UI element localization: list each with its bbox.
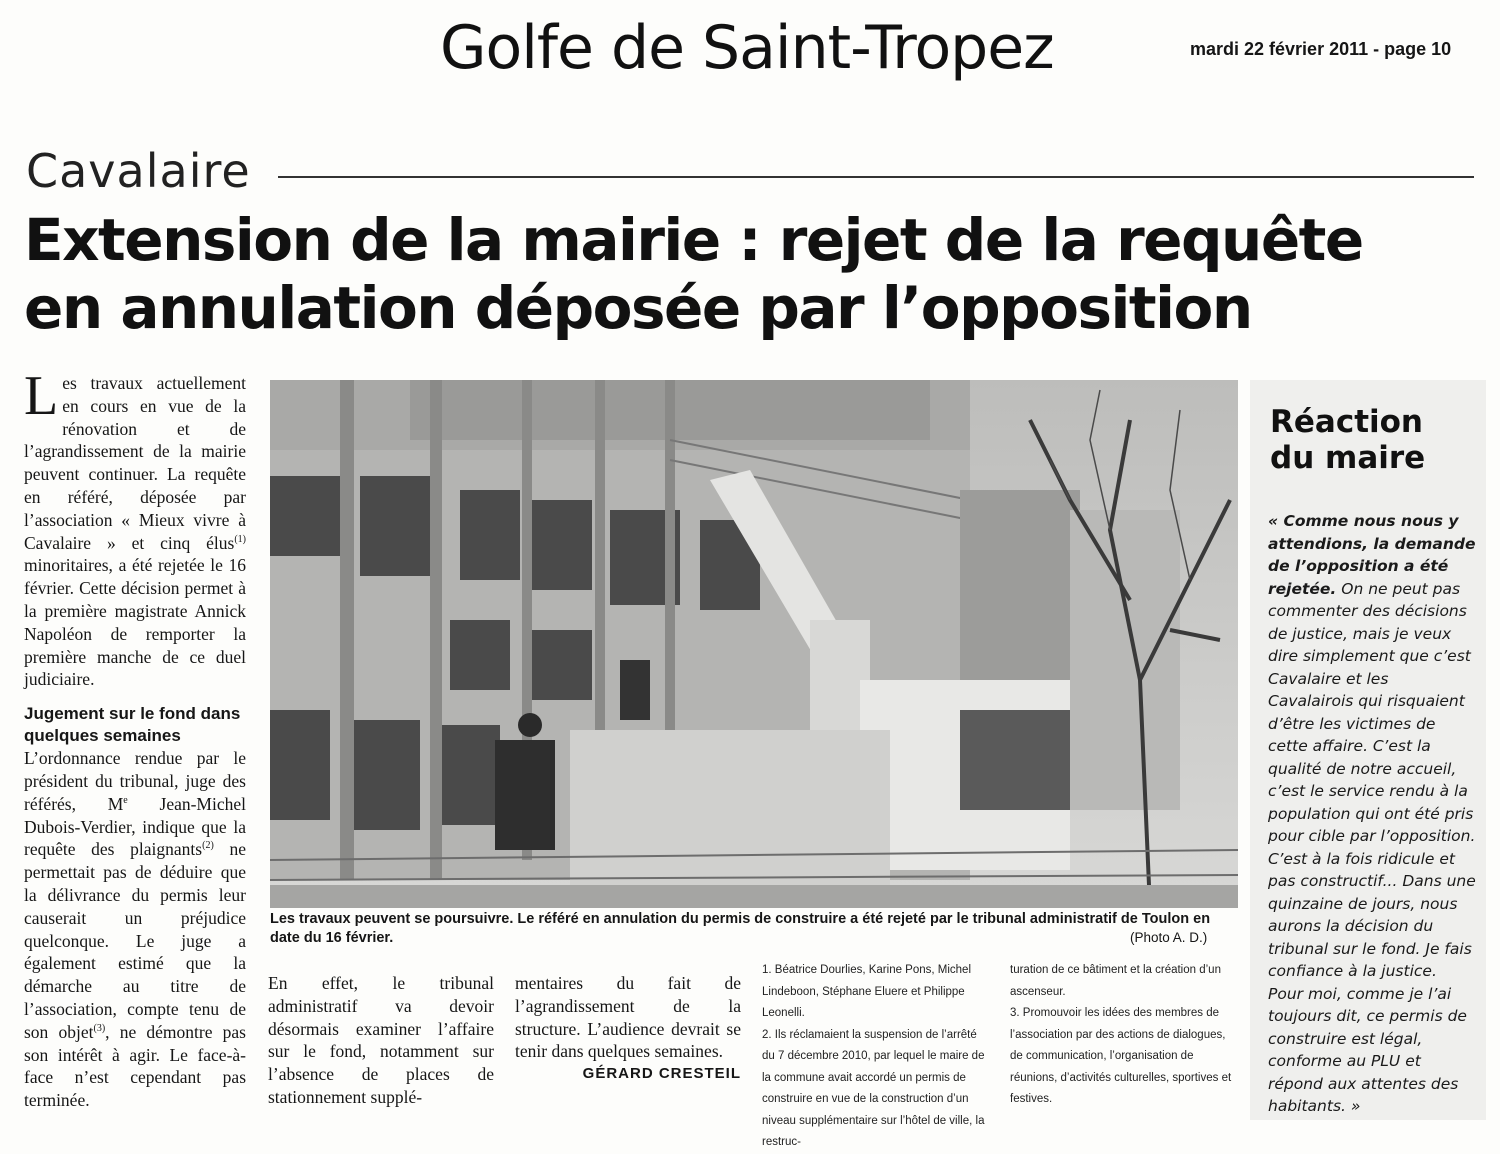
footnote-ref-2: (2) — [202, 840, 214, 852]
lead-paragraph — [24, 365, 246, 691]
footnote-2-continued: turation de ce bâtiment et la création d’un ascenseur. — [1010, 964, 1221, 998]
sidebar-quote-lead: « Comme nous nous y attendions, la demande de l’opposition a été rejetée. — [1268, 512, 1476, 598]
footnotes-column-b — [1010, 960, 1235, 1111]
footnote-3: 3. Promouvoir les idées des membres de l’association par des actions de dialogues, de communication, l’organisation de réunions, d’activités culturelles, sportives et festives. — [1010, 1007, 1232, 1105]
subheading: Jugement sur le fond dans quelques semaines — [24, 704, 241, 746]
photo-caption: Les travaux peuvent se poursuivre. Le référé en annulation du permis de construire a été rejeté par le tribunal administratif de Toulon en date du 16 février. — [270, 911, 1211, 946]
kicker-rule — [278, 176, 1474, 178]
footnotes-column-a — [762, 960, 987, 1154]
lead-text-b: minoritaires, a été rejetée le 16 février. Cette décision permet à la première magistrate Annick Napoléon de remporter la première manche de ce duel judiciaire. — [24, 555, 246, 690]
dateline: mardi 22 février 2011 - page 10 — [1190, 39, 1452, 59]
photo-credit: (Photo A. D.) — [1130, 930, 1208, 945]
body-paragraph — [24, 747, 246, 1112]
column-3-text: mentaires du fait de l’agrandissement de la structure. L’audience devrait se tenir dans quelques semaines. — [515, 973, 741, 1062]
headline-line-1: Extension de la mairie : rejet de la requête — [24, 206, 1363, 274]
article-photo — [270, 380, 1238, 908]
section-kicker: Cavalaire — [26, 144, 251, 198]
publication-title: Golfe de Saint-Tropez — [440, 13, 1054, 83]
author-signature: GÉRARD CRESTEIL — [582, 1065, 741, 1083]
footnote-ref-1: (1) — [234, 533, 246, 545]
sidebar-quote-body: On ne peut pas commenter des décisions de justice, mais je veux dire simplement que c’est Cavalaire et les Cavalairois qui risquaient d’être les victimes de cette affaire. C’est la qualité de notre accueil, c’est le service rendu à la population qui ont été pris pour cible par l’opposition. C’est à la fois ridicule et pas constructif... Dans une quinzaine de jours, nous aurons la décision du tribunal sur le fond. Je fais confiance à la justice. Pour moi, comme je l’ai toujours dit, ce permis de construire est légal, conforme au PLU et répond aux attentes des habitants. » — [1268, 579, 1476, 1115]
article-column-2 — [268, 972, 494, 1109]
body-text-c: ne permettait pas de déduire que la délivrance du permis leur causerait un préjudice quelconque. Le juge a également estimé que la démarche au titre de l’association, compte tenu de son objet — [24, 839, 246, 1042]
drop-cap: L — [24, 365, 59, 427]
sidebar-title-line-1: Réaction — [1270, 404, 1424, 440]
body-text-a: L’ordonnance rendue par le président du tribunal, juge des référés, M — [24, 748, 246, 814]
lead-text-a: es travaux actuellement en cours en vue de la rénovation et de l’agrandissement de la mairie peuvent continuer. La requête en référé, déposée par l’association « Mieux vivre à Cavalaire » et cinq élus — [24, 373, 246, 553]
headline — [24, 206, 1484, 342]
footnote-1: 1. Béatrice Dourlies, Karine Pons, Michel Lindeboon, Stéphane Eluere et Philippe Leonelli. — [762, 964, 972, 1019]
headline-line-2: en annulation déposée par l’opposition — [24, 274, 1252, 342]
column-2-text: En effet, le tribunal administratif va devoir désormais examiner l’affaire sur le fond, notamment sur l’absence de places de stationnement supplé- — [268, 973, 494, 1107]
body-text-b: Jean-Michel Dubois-Verdier, indique que la requête des plaignants — [24, 793, 246, 860]
article-column-3 — [515, 972, 741, 1086]
body-text-d: , ne démontre pas son intérêt à agir. Le face-à-face n’est cependant pas terminée. — [24, 1021, 246, 1111]
footnote-2: 2. Ils réclamaient la suspension de l’arrêté du 7 décembre 2010, par lequel le maire de la commune avait accordé un permis de construire en vue de la construction d’un niveau supplémentaire sur l’hôtel de ville, la restruc- — [762, 1028, 985, 1148]
sidebar-title — [1270, 404, 1425, 476]
sidebar-quote — [1268, 510, 1476, 1118]
article-column-1 — [24, 365, 246, 1112]
sidebar-title-line-2: du maire — [1270, 440, 1426, 476]
honorific-superscript: e — [123, 794, 128, 806]
footnote-ref-3: (3) — [93, 1022, 106, 1034]
